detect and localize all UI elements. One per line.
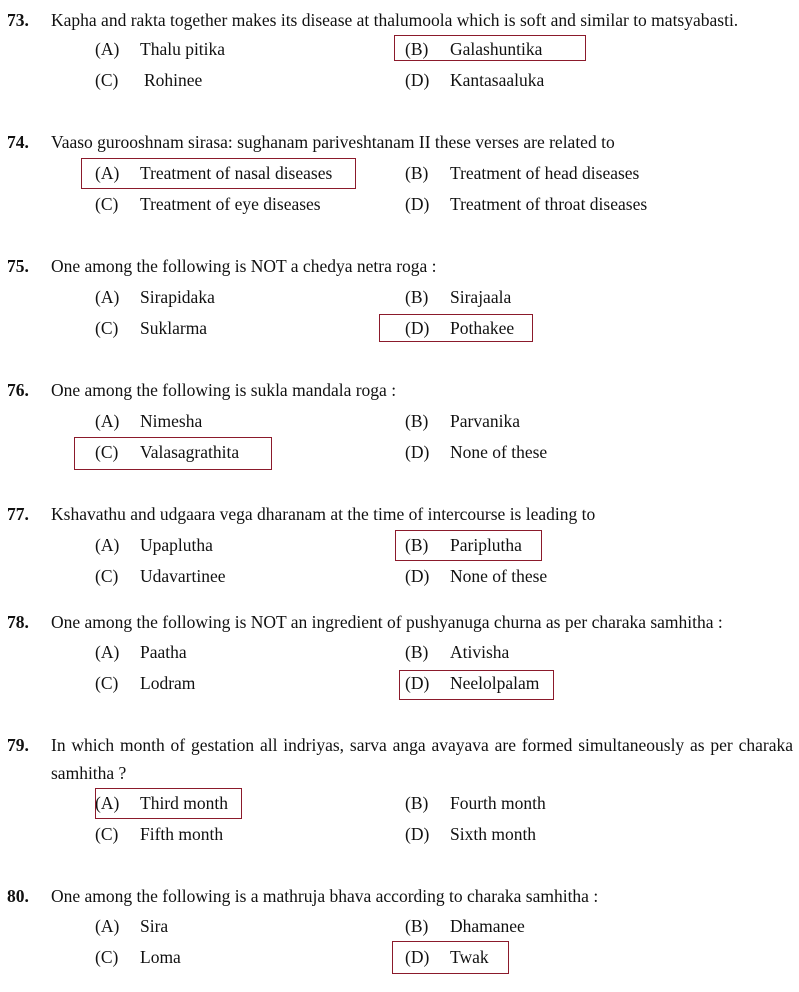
- option-label: (A): [95, 39, 120, 59]
- option-label: (D): [405, 70, 430, 90]
- option-label: (C): [95, 318, 119, 338]
- option-text: Twak: [450, 947, 489, 967]
- option-text: None of these: [450, 442, 548, 462]
- option-text: Rohinee: [144, 70, 203, 90]
- option-label: (D): [405, 566, 430, 586]
- option-text: Treatment of eye diseases: [140, 194, 321, 214]
- question-text: One among the following is NOT a chedya netra roga :: [51, 256, 437, 276]
- question-text: One among the following is sukla mandala roga :: [51, 380, 397, 400]
- option-label: (B): [405, 642, 429, 662]
- option-text: Kantasaaluka: [450, 70, 545, 90]
- option-label: (A): [95, 535, 120, 555]
- option-label: (C): [95, 566, 119, 586]
- option-label: (A): [95, 916, 120, 936]
- option-label: (D): [405, 947, 430, 967]
- option-text: Pariplutha: [450, 535, 522, 555]
- option-text: Fifth month: [140, 824, 224, 844]
- question-number: 79.: [7, 735, 29, 755]
- option-text: Fourth month: [450, 793, 546, 813]
- option-label: (B): [405, 535, 429, 555]
- option-text: Treatment of throat diseases: [450, 194, 648, 214]
- option-label: (B): [405, 287, 429, 307]
- answer-box: [95, 788, 242, 819]
- option-text: Loma: [140, 947, 181, 967]
- option-text: Neelolpalam: [450, 673, 540, 693]
- option-text: Sirajaala: [450, 287, 512, 307]
- answer-box: [395, 530, 542, 561]
- option-text: Suklarma: [140, 318, 208, 338]
- option-label: (D): [405, 194, 430, 214]
- answer-box: [81, 158, 356, 189]
- question-number: 76.: [7, 380, 29, 400]
- option-text: Paatha: [140, 642, 187, 662]
- option-label: (A): [95, 163, 120, 183]
- option-text: Sixth month: [450, 824, 537, 844]
- option-text: Thalu pitika: [140, 39, 226, 59]
- option-text: Lodram: [140, 673, 196, 693]
- question-text: Vaaso gurooshnam sirasa: sughanam pariveshtanam II these verses are related to: [51, 132, 615, 152]
- answer-box: [379, 314, 533, 342]
- answer-box: [394, 35, 586, 61]
- option-label: (B): [405, 411, 429, 431]
- question-text: One among the following is a mathruja bhava according to charaka samhitha :: [51, 886, 599, 906]
- option-label: (B): [405, 916, 429, 936]
- answer-box: [399, 670, 554, 700]
- option-label: (D): [405, 442, 430, 462]
- option-text: Parvanika: [450, 411, 520, 431]
- option-label: (A): [95, 287, 120, 307]
- option-label: (D): [405, 673, 430, 693]
- option-label: (C): [95, 947, 119, 967]
- question-text: Kshavathu and udgaara vega dharanam at the time of intercourse is leading to: [51, 504, 596, 524]
- option-label: (A): [95, 642, 120, 662]
- option-text: None of these: [450, 566, 548, 586]
- option-label: (A): [95, 793, 120, 813]
- option-text: Udavartinee: [140, 566, 226, 586]
- option-label: (C): [95, 673, 119, 693]
- option-label: (B): [405, 39, 429, 59]
- option-label: (C): [95, 824, 119, 844]
- answer-box: [392, 941, 509, 974]
- option-text: Ativisha: [450, 642, 510, 662]
- option-label: (A): [95, 411, 120, 431]
- question-number: 73.: [7, 10, 29, 30]
- option-label: (B): [405, 163, 429, 183]
- option-text: Pothakee: [450, 318, 515, 338]
- option-label: (C): [95, 70, 119, 90]
- question-text: One among the following is NOT an ingredient of pushyanuga churna as per charaka samhitha :: [51, 612, 723, 632]
- question-text: Kapha and rakta together makes its disease at thalumoola which is soft and similar to matsyabasti.: [51, 10, 739, 30]
- option-text: Valasagrathita: [140, 442, 240, 462]
- option-text: Sirapidaka: [140, 287, 215, 307]
- option-label: (B): [405, 793, 429, 813]
- question-number: 80.: [7, 886, 29, 906]
- option-text: Treatment of head diseases: [450, 163, 640, 183]
- question-number: 78.: [7, 612, 29, 632]
- option-label: (C): [95, 442, 119, 462]
- option-text: Galashuntika: [450, 39, 543, 59]
- question-number: 75.: [7, 256, 29, 276]
- question-number: 77.: [7, 504, 29, 524]
- option-label: (C): [95, 194, 119, 214]
- question-number: 74.: [7, 132, 29, 152]
- option-text: Sira: [140, 916, 169, 936]
- option-text: Dhamanee: [450, 916, 525, 936]
- option-text: Treatment of nasal diseases: [140, 163, 333, 183]
- option-label: (D): [405, 824, 430, 844]
- option-label: (D): [405, 318, 430, 338]
- answer-box: [74, 437, 272, 470]
- option-text: Upaplutha: [140, 535, 213, 555]
- option-text: Nimesha: [140, 411, 203, 431]
- option-text: Third month: [140, 793, 228, 813]
- question-text: In which month of gestation all indriyas, sarva anga avayava are formed simultaneously as per charaka samhitha ?: [51, 735, 793, 783]
